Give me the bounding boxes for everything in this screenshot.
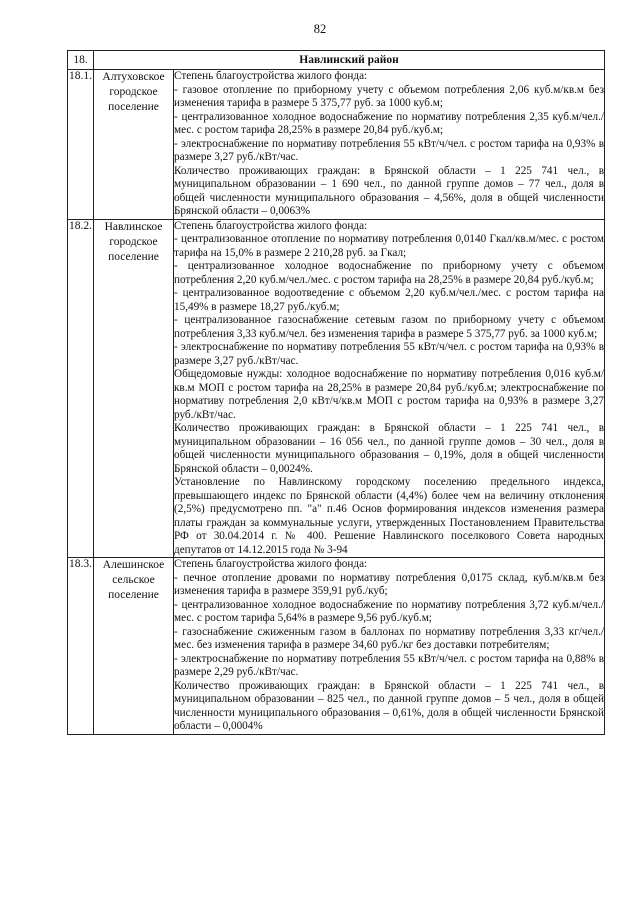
description-line: - централизованное холодное водоснабжение по нормативу потребления 2,35 куб.м/чел./мес. с ростом тарифа 28,25% в размере 20,84 руб./куб.м; (174, 110, 604, 136)
description-line: - централизованное холодное водоснабжение по приборному учету с объемом потребления 2,20 куб.м/чел./мес. с ростом тарифа на 28,25% в размере 20,84 руб./куб.м; (174, 260, 604, 286)
row-number: 18.3. (68, 558, 94, 735)
settlement-name-line: городское (109, 86, 158, 98)
settlement-name (94, 219, 174, 558)
description-line: - централизованное отопление по нормативу потребления 0,0140 Гкал/кв.м/мес. с ростом тарифа на 15,0% в размере 2 210,28 руб. за Гкал; (174, 233, 604, 259)
description-line: - газоснабжение сжиженным газом в баллонах по нормативу потребления 3,33 кг/чел./мес. без изменения тарифа в размере 34,60 руб./кг без доставки потребителям; (174, 625, 604, 651)
settlement-name-line: городское (109, 235, 158, 248)
description-line: Степень благоустройства жилого фонда: (174, 558, 368, 570)
description-line: Общедомовые нужды: холодное водоснабжение по нормативу потребления 0,016 куб.м/кв.м МОП с ростом тарифа на 28,25% в размере 20,84 руб./куб.м; электроснабжение по нормативу потребления 2,0 кВт/ч/кв.м МОП с ростом тарифа на 0,93% в размере 3,27 руб./кВт/час. (174, 368, 604, 421)
row-number: 18.2. (68, 219, 94, 558)
settlement-name-line: сельское (112, 574, 155, 586)
description-line: Количество проживающих граждан: в Брянской области – 1 225 741 чел., в муниципальном образовании – 1 690 чел., по данной группе домов – 77 чел., доля в общей численности муниципального образования – 4,56%, доля в общей численности Брянской области – 0,0063% (174, 164, 604, 217)
settlement-description (174, 558, 605, 735)
description-line: - централизованное холодное водоснабжение по нормативу потребления 3,72 куб.м/чел./мес. с ростом тарифа 5,64% в размере 9,56 руб./куб.м; (174, 598, 604, 624)
settlement-name-line: Навлинское (104, 220, 163, 233)
header-number: 18. (68, 51, 94, 70)
description-line: - газовое отопление по приборному учету с объемом потребления 2,06 куб.м/кв.м без изменения тарифа в размере 5 375,77 руб. за 1000 куб.м; (174, 83, 604, 109)
settlement-name-line: Алешинское (102, 559, 165, 571)
page-number: 82 (313, 22, 327, 36)
table-row (68, 70, 605, 220)
settlement-name-line: поселение (108, 250, 159, 263)
description-line: Степень благоустройства жилого фонда: (174, 70, 368, 82)
description-line: Количество проживающих граждан: в Брянской области – 1 225 741 чел., в муниципальном образовании – 825 чел., по данной группе домов – 5 чел., доля в общей численности муниципального образования – 0,61%, доля в общей численности Брянской области – 0,0004% (174, 679, 604, 732)
table-header-row (68, 51, 605, 70)
description-line: - электроснабжение по нормативу потребления 55 кВт/ч/чел. с ростом тарифа на 0,93% в размере 3,27 руб./кВт/час. (174, 137, 604, 163)
description-line: - печное отопление дровами по нормативу потребления 0,0175 склад, куб.м/кв.м без изменения тарифа в размере 359,91 руб./куб; (174, 571, 604, 597)
description-line: - централизованное газоснабжение сетевым газом по приборному учету с объемом потребления 3,33 куб.м/чел. без изменения тарифа в размере 5 375,77 руб. за 1000 куб.м; (174, 314, 604, 340)
row-number: 18.1. (68, 70, 94, 220)
settlement-name-line: поселение (108, 101, 159, 113)
table-row (68, 219, 605, 558)
description-line: Степень благоустройства жилого фонда: (174, 219, 368, 232)
description-line: - электроснабжение по нормативу потребления 55 кВт/ч/чел. с ростом тарифа на 0,93% в размере 3,27 руб./кВт/час. (174, 341, 604, 367)
settlement-name (94, 558, 174, 735)
description-line: Установление по Навлинскому городскому поселению предельного индекса, превышающего индекс по Брянской области (4,4%) более чем на величину отклонения (2,5%) предусмотрено пп. "а" п.46 Основ формирования индексов изменения размера платы граждан за коммунальные услуги, утвержденных Постановлением Правительства РФ от 30.04.2014 г. № 400. Решение Навлинского поселкового Совета народных депутатов от 14.12.2015 года № 3-94 (174, 476, 604, 556)
settlement-description (174, 219, 605, 558)
settlement-name-line: поселение (108, 589, 159, 601)
settlement-name (94, 70, 174, 220)
description-line: Количество проживающих граждан: в Брянской области – 1 225 741 чел., в муниципальном образовании – 16 056 чел., по данной группе домов – 30 чел., доля в общей численности муниципального образования – 0,19%, доля в общей численности Брянской области – 0,0024%. (174, 422, 604, 475)
table-row (68, 558, 605, 735)
settlement-name-line: Алтуховское (102, 71, 165, 83)
tariff-table (67, 50, 605, 735)
settlement-description (174, 70, 605, 220)
description-line: - централизованное водоотведение с объемом 2,20 куб.м/чел./мес. с ростом тарифа на 15,49% в размере 18,27 руб./куб.м; (174, 287, 604, 313)
region-title: Навлинский район (94, 51, 605, 70)
description-line: - электроснабжение по нормативу потребления 55 кВт/ч/чел. с ростом тарифа на 0,88% в размере 2,29 руб./кВт/час. (174, 652, 604, 678)
